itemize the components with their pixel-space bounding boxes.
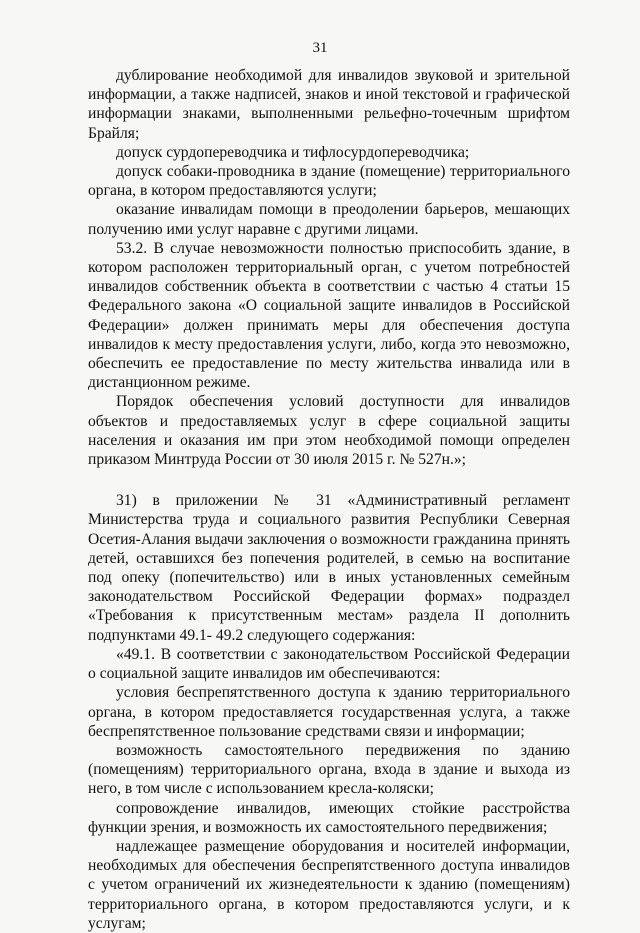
- paragraph: надлежащее размещение оборудования и носителей информации, необходимых для обеспечения беспрепятственного доступа инвалидов с учетом ограничений их жизнедеятельности к зданию (помещениям) территориального органа, в котором предоставляются услуги, и к услугам;: [88, 837, 570, 932]
- paragraph: возможность самостоятельного передвижения по зданию (помещениям) территориального органа, входа в здание и выхода из него, в том числе с использованием кресла-коляски;: [88, 741, 570, 798]
- paragraph: 31) в приложении № 31 «Административный регламент Министерства труда и социального развития Республики Северная Осетия-Алания выдачи заключения о возможности гражданина принять детей, оставшихся без попечения родителей, в семью на воспитание под опеку (попечительство) или в иных установленных семейным законодательством Российской Федерации формах» подраздел «Требования к присутственным местам» раздела II дополнить подпунктами 49.1- 49.2 следующего содержания:: [88, 492, 570, 644]
- paragraph: условия беспрепятственного доступа к зданию территориального органа, в котором предоставляется государственная услуга, а также беспрепятственное пользование средствами связи и информации;: [88, 684, 570, 740]
- paragraph: допуск собаки-проводника в здание (помещение) территориального органа, в котором предоставляются услуги;: [88, 163, 570, 200]
- paragraph: Порядок обеспечения условий доступности для инвалидов объектов и предоставляемых услуг в сфере социальной защиты населения и оказания им при этом необходимой помощи определен приказом Минтруда России от 30 июля 2015 г. № 527н.»;: [88, 393, 570, 469]
- paragraph: оказание инвалидам помощи в преодолении барьеров, мешающих получению ими услуг наравне с другими лицами.: [88, 201, 570, 238]
- document-body: [88, 66, 570, 933]
- page-number: 31: [312, 40, 328, 56]
- paragraph: 53.2. В случае невозможности полностью приспособить здание, в котором расположен территориальный орган, с учетом потребностей инвалидов собственник объекта в соответствии с частью 4 статьи 15 Федерального закона «О социальной защите инвалидов в Российской Федерации» должен принимать меры для обеспечения доступа инвалидов к месту предоставления услуги, либо, когда это невозможно, обеспечить ее предоставление по месту жительства инвалида или в дистанционном режиме.: [88, 239, 570, 392]
- paragraph: дублирование необходимой для инвалидов звуковой и зрительной информации, а также надписей, знаков и иной текстовой и графической информации знаками, выполненными рельефно-точечным шрифтом Брайля;: [88, 67, 570, 142]
- paragraph-gap: [88, 469, 570, 491]
- paragraph: сопровождение инвалидов, имеющих стойкие расстройства функции зрения, и возможность их самостоятельного передвижения;: [88, 799, 570, 836]
- paragraph: допуск сурдопереводчика и тифлосурдопереводчика;: [116, 143, 470, 161]
- paragraph: «49.1. В соответствии с законодательством Российской Федерации о социальной защите инвалидов им обеспечиваются:: [88, 645, 570, 683]
